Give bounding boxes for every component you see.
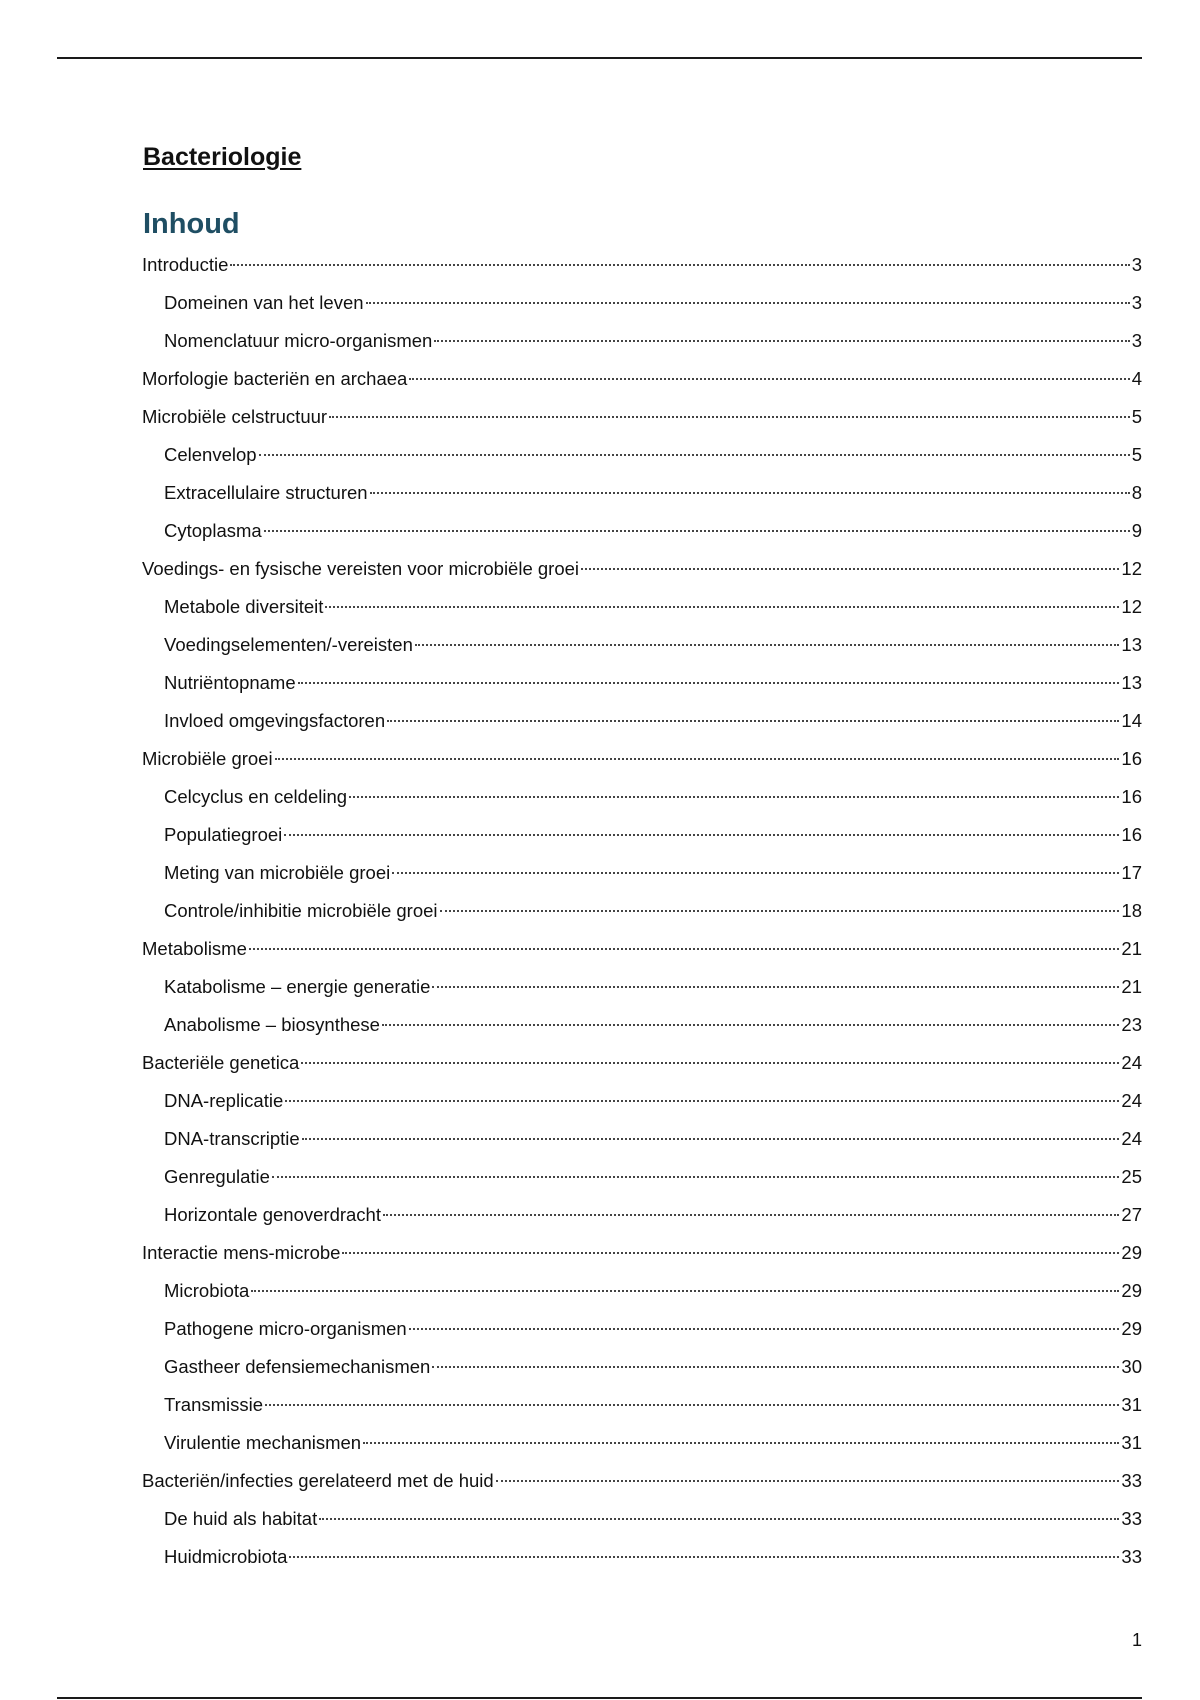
toc-entry-label: Metabolisme — [142, 938, 247, 959]
toc-entry[interactable] — [142, 740, 1142, 778]
toc-entry-label: Metabole diversiteit — [164, 596, 324, 617]
toc-dot-leader — [301, 1062, 1119, 1064]
toc-entry[interactable] — [142, 284, 1142, 322]
toc-dot-leader — [275, 758, 1120, 760]
toc-entry[interactable] — [142, 1234, 1142, 1272]
toc-entry-label: Pathogene micro-organismen — [164, 1318, 407, 1339]
toc-entry-page: 3 — [1131, 330, 1142, 351]
toc-entry[interactable] — [142, 588, 1142, 626]
toc-dot-leader — [302, 1138, 1120, 1140]
toc-entry-label: Extracellulaire structuren — [164, 482, 368, 503]
toc-dot-leader — [265, 1404, 1119, 1406]
toc-entry-page: 30 — [1121, 1356, 1142, 1377]
toc-entry-page: 5 — [1131, 444, 1142, 465]
toc-entry-page: 13 — [1121, 672, 1142, 693]
toc-entry-label: Genregulatie — [164, 1166, 270, 1187]
toc-dot-leader — [392, 872, 1119, 874]
toc-entry-page: 29 — [1121, 1280, 1142, 1301]
toc-entry-page: 33 — [1121, 1546, 1142, 1567]
toc-entry[interactable] — [142, 1538, 1142, 1576]
toc-entry[interactable] — [142, 322, 1142, 360]
toc-entry-label: Voedingselementen/-vereisten — [164, 634, 413, 655]
toc-entry-page: 33 — [1121, 1508, 1142, 1529]
toc-dot-leader — [363, 1442, 1119, 1444]
toc-entry-page: 25 — [1121, 1166, 1142, 1187]
toc-entry-page: 23 — [1121, 1014, 1142, 1035]
toc-entry-page: 5 — [1131, 406, 1142, 427]
toc-entry-page: 16 — [1121, 824, 1142, 845]
toc-entry[interactable] — [142, 436, 1142, 474]
toc-entry-label: Gastheer defensiemechanismen — [164, 1356, 431, 1377]
toc-entry-label: Controle/inhibitie microbiële groei — [164, 900, 438, 921]
toc-entry-page: 18 — [1121, 900, 1142, 921]
toc-entry-page: 24 — [1121, 1090, 1142, 1111]
toc-entry[interactable] — [142, 854, 1142, 892]
toc-heading: Inhoud — [143, 208, 240, 240]
toc-entry-page: 29 — [1121, 1318, 1142, 1339]
toc-entry[interactable] — [142, 702, 1142, 740]
toc-entry-label: Voedings- en fysische vereisten voor microbiële groei — [142, 558, 580, 579]
toc-entry-page: 16 — [1121, 786, 1142, 807]
toc-entry[interactable] — [142, 512, 1142, 550]
toc-entry-page: 12 — [1121, 596, 1142, 617]
toc-entry[interactable] — [142, 398, 1142, 436]
toc-entry-label: Cytoplasma — [164, 520, 262, 541]
toc-entry-page: 27 — [1121, 1204, 1142, 1225]
toc-dot-leader — [415, 644, 1120, 646]
toc-entry[interactable] — [142, 474, 1142, 512]
toc-entry-page: 9 — [1131, 520, 1142, 541]
toc-dot-leader — [264, 530, 1130, 532]
toc-entry-label: Nomenclatuur micro-organismen — [164, 330, 433, 351]
toc-entry-label: Celcyclus en celdeling — [164, 786, 348, 807]
toc-entry-page: 21 — [1121, 976, 1142, 997]
toc-entry-page: 33 — [1121, 1470, 1142, 1491]
toc-entry-page: 17 — [1121, 862, 1142, 883]
toc-entry-label: Invloed omgevingsfactoren — [164, 710, 386, 731]
toc-entry-page: 13 — [1121, 634, 1142, 655]
toc-entry-label: Introductie — [142, 254, 229, 275]
toc-entry[interactable] — [142, 1386, 1142, 1424]
toc-entry[interactable] — [142, 968, 1142, 1006]
toc-entry-label: Populatiegroei — [164, 824, 283, 845]
toc-entry-label: Virulentie mechanismen — [164, 1432, 362, 1453]
toc-dot-leader — [370, 492, 1130, 494]
toc-entry-page: 3 — [1131, 254, 1142, 275]
toc-entry[interactable] — [142, 1120, 1142, 1158]
toc-dot-leader — [251, 1290, 1119, 1292]
toc-dot-leader — [319, 1518, 1119, 1520]
toc-entry[interactable] — [142, 1462, 1142, 1500]
toc-entry-label: Domeinen van het leven — [164, 292, 364, 313]
toc-dot-leader — [409, 1328, 1120, 1330]
toc-dot-leader — [249, 948, 1120, 950]
toc-entry-page: 29 — [1121, 1242, 1142, 1263]
toc-dot-leader — [383, 1214, 1119, 1216]
toc-entry-label: Katabolisme – energie generatie — [164, 976, 431, 997]
toc-dot-leader — [285, 1100, 1119, 1102]
toc-dot-leader — [259, 454, 1130, 456]
toc-entry-page: 16 — [1121, 748, 1142, 769]
toc-entry-page: 14 — [1121, 710, 1142, 731]
toc-entry[interactable] — [142, 550, 1142, 588]
toc-entry-label: Interactie mens-microbe — [142, 1242, 341, 1263]
toc-entry-label: Nutriëntopname — [164, 672, 296, 693]
toc-dot-leader — [366, 302, 1130, 304]
header-rule — [57, 57, 1142, 59]
toc-dot-leader — [329, 416, 1130, 418]
toc-entry[interactable] — [142, 778, 1142, 816]
toc-dot-leader — [325, 606, 1119, 608]
page-number: 1 — [1131, 1630, 1142, 1650]
toc-entry-page: 12 — [1121, 558, 1142, 579]
toc-entry[interactable] — [142, 1272, 1142, 1310]
toc-entry[interactable] — [142, 1500, 1142, 1538]
toc-dot-leader — [272, 1176, 1119, 1178]
toc-dot-leader — [432, 1366, 1119, 1368]
toc-dot-leader — [432, 986, 1119, 988]
document-title: Bacteriologie — [143, 143, 302, 171]
toc-entry-label: Microbiële celstructuur — [142, 406, 328, 427]
toc-entry[interactable] — [142, 1158, 1142, 1196]
toc-dot-leader — [349, 796, 1119, 798]
toc-entry[interactable] — [142, 664, 1142, 702]
toc-dot-leader — [434, 340, 1129, 342]
toc-dot-leader — [382, 1024, 1119, 1026]
toc-entry[interactable] — [142, 360, 1142, 398]
toc-dot-leader — [409, 378, 1129, 380]
toc-entry-page: 31 — [1121, 1394, 1142, 1415]
toc-dot-leader — [230, 264, 1129, 266]
toc-entry[interactable] — [142, 1082, 1142, 1120]
toc-entry-label: Huidmicrobiota — [164, 1546, 288, 1567]
toc-entry[interactable] — [142, 1424, 1142, 1462]
toc-entry[interactable] — [142, 1196, 1142, 1234]
toc-entry-page: 4 — [1131, 368, 1142, 389]
toc-entry[interactable] — [142, 816, 1142, 854]
toc-entry-label: Horizontale genoverdracht — [164, 1204, 381, 1225]
toc-entry-label: DNA-replicatie — [164, 1090, 284, 1111]
toc-dot-leader — [284, 834, 1119, 836]
toc-dot-leader — [387, 720, 1119, 722]
toc-entry[interactable] — [142, 930, 1142, 968]
toc-entry-label: Bacteriën/infecties gerelateerd met de huid — [142, 1470, 494, 1491]
toc-entry[interactable] — [142, 1044, 1142, 1082]
toc-dot-leader — [298, 682, 1120, 684]
toc-entry[interactable] — [142, 892, 1142, 930]
toc-entry[interactable] — [142, 626, 1142, 664]
toc-entry-page: 24 — [1121, 1128, 1142, 1149]
toc-entry-label: De huid als habitat — [164, 1508, 318, 1529]
toc-dot-leader — [289, 1556, 1119, 1558]
footer-rule — [57, 1697, 1142, 1699]
table-of-contents — [142, 246, 1142, 1576]
toc-dot-leader — [581, 568, 1119, 570]
toc-entry-label: Anabolisme – biosynthese — [164, 1014, 380, 1035]
toc-entry-page: 21 — [1121, 938, 1142, 959]
toc-entry-page: 8 — [1131, 482, 1142, 503]
toc-dot-leader — [342, 1252, 1119, 1254]
toc-entry[interactable] — [142, 1348, 1142, 1386]
toc-entry-label: Microbiota — [164, 1280, 250, 1301]
toc-entry[interactable] — [142, 246, 1142, 284]
toc-entry-label: Microbiële groei — [142, 748, 273, 769]
toc-entry-page: 31 — [1121, 1432, 1142, 1453]
toc-entry[interactable] — [142, 1310, 1142, 1348]
toc-entry-label: Meting van microbiële groei — [164, 862, 391, 883]
toc-entry-label: Bacteriële genetica — [142, 1052, 300, 1073]
toc-dot-leader — [440, 910, 1120, 912]
toc-entry-label: Celenvelop — [164, 444, 257, 465]
toc-entry-label: Transmissie — [164, 1394, 264, 1415]
toc-entry-page: 24 — [1121, 1052, 1142, 1073]
toc-entry-label: Morfologie bacteriën en archaea — [142, 368, 408, 389]
toc-entry[interactable] — [142, 1006, 1142, 1044]
toc-dot-leader — [496, 1480, 1120, 1482]
toc-entry-page: 3 — [1131, 292, 1142, 313]
toc-entry-label: DNA-transcriptie — [164, 1128, 300, 1149]
